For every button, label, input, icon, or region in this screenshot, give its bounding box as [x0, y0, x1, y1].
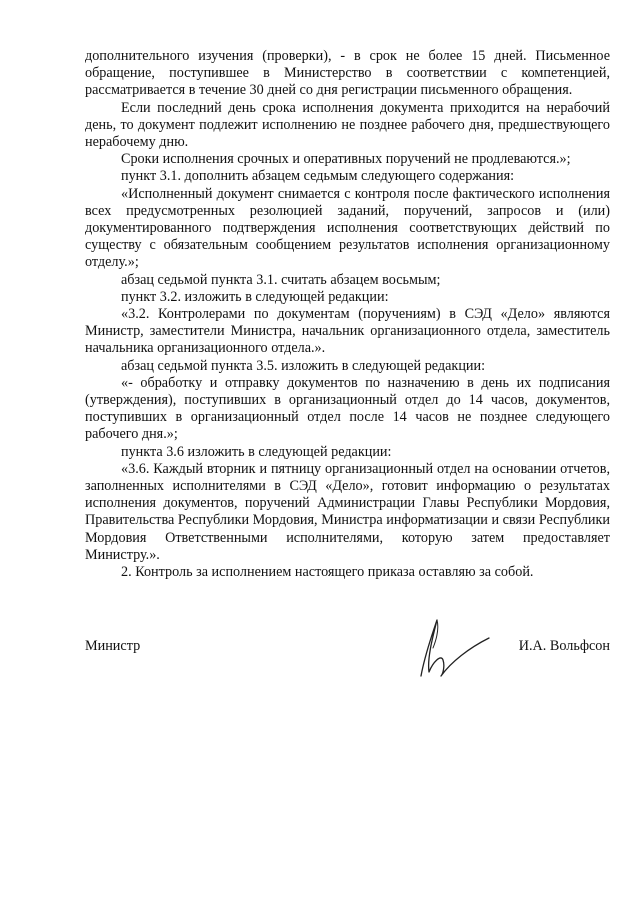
paragraph: абзац седьмой пункта 3.5. изложить в следующей редакции: [121, 357, 486, 374]
paragraph: пункт 3.1. дополнить абзацем седьмым следующего содержания: [121, 168, 515, 185]
document-body [85, 48, 610, 581]
paragraph: «3.2. Контролерами по документам (поручениям) в СЭД «Дело» являются Министр, заместители Министра, начальник организационного отдела, заместитель начальника организационного отдела.». [85, 306, 610, 357]
paragraph: Если последний день срока исполнения документа приходится на нерабочий день, то документ подлежит исполнению не позднее рабочего дня, предшествующего нерабочему дню. [85, 99, 610, 151]
paragraph: «3.6. Каждый вторник и пятницу организационный отдел на основании отчетов, заполненных исполнителями в СЭД «Дело», готовит информацию о результатах исполнения документов, поручений Администрации Главы Республики Мордовия, Правительства Республики Мордовия, Министра информатизации и связи Республики Мордовия Ответственными исполнителями, которую затем предоставляет Министру.». [85, 460, 610, 563]
signature-block [85, 614, 610, 684]
handwritten-signature [403, 614, 493, 684]
paragraph: пункт 3.2. изложить в следующей редакции: [121, 288, 389, 305]
signatory-title: Министр [85, 638, 141, 654]
paragraph: Сроки исполнения срочных и оперативных поручений не продлеваются.»; [121, 151, 571, 168]
signatory-name: И.А. Вольфсон [518, 638, 610, 654]
paragraph-control-clause: 2. Контроль за исполнением настоящего приказа оставляю за собой. [121, 564, 534, 581]
paragraph: дополнительного изучения (проверки), - в срок не более 15 дней. Письменное обращение, поступившее в Министерство в соответствии с компетенцией, рассматривается в течение 30 дней со дня регистрации письменного обращения. [85, 48, 610, 99]
paragraph: абзац седьмой пункта 3.1. считать абзацем восьмым; [121, 271, 441, 288]
paragraph: «Исполненный документ снимается с контроля после фактического исполнения всех предусмотренных резолюцией заданий, поручений, запросов и (или) документированного подтверждения исполнения соответствующих действий по существу с обязательным сообщением результатов исполнения организационному отделу.»; [85, 185, 610, 271]
paragraph: пункта 3.6 изложить в следующей редакции: [121, 443, 392, 460]
paragraph: «- обработку и отправку документов по назначению в день их подписания (утверждения), поступивших в организационный отдел до 14 часов, документов, поступивших в организационный отдел после 14 часов не позднее следующего рабочего дня.»; [85, 374, 610, 443]
